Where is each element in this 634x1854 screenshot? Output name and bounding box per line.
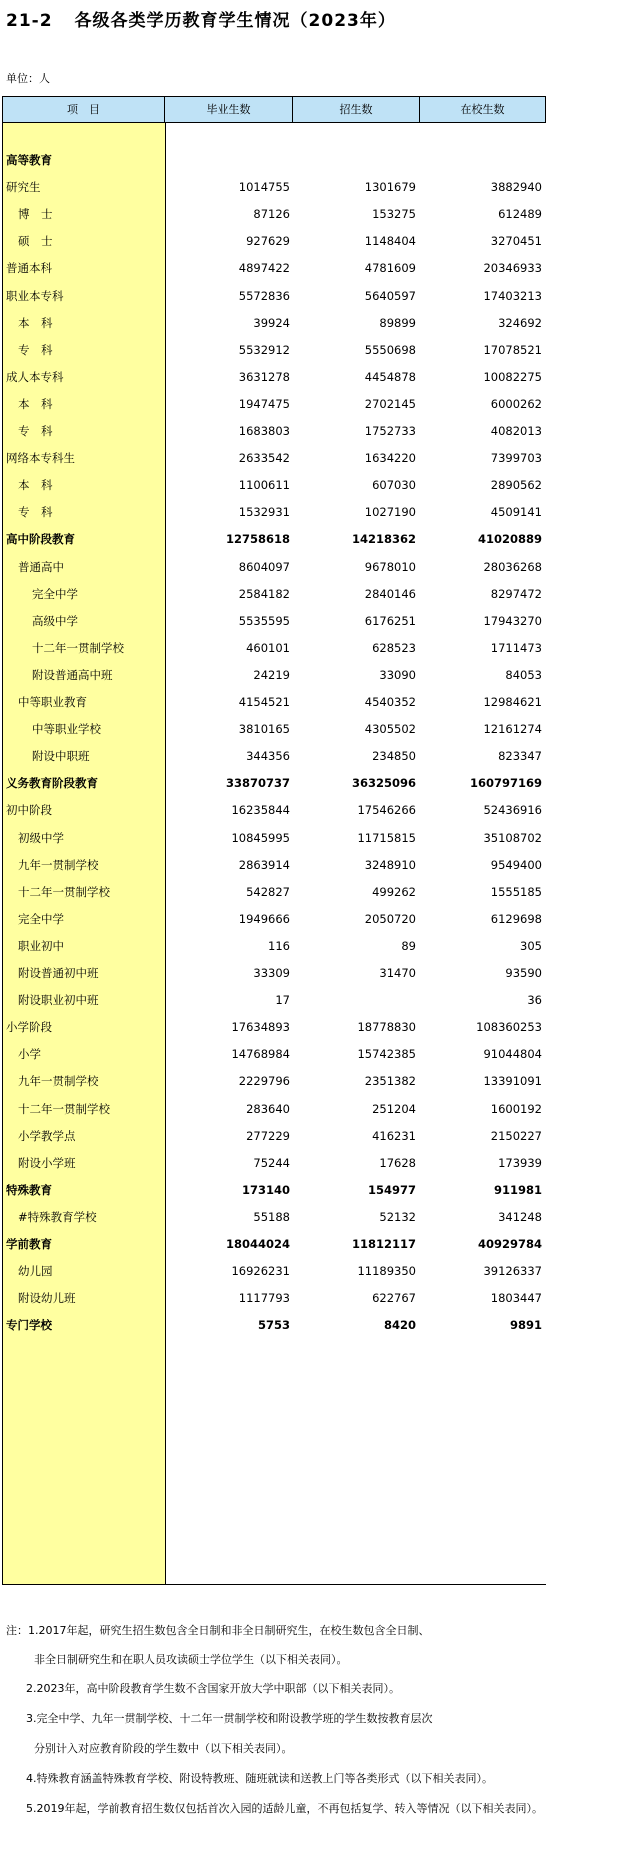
footnote-line: 非全日制研究生和在职人员攻读硕士学位学生（以下相关表同）。 [34,1653,348,1666]
graduates-cell: 173140 [241,1182,290,1197]
row-label: 附设幼儿班 [18,1291,76,1306]
enrollment-cell: 11715815 [357,830,416,845]
enrollment-cell: 1301679 [364,180,416,195]
students-cell: 28036268 [483,559,542,574]
students-cell: 9549400 [490,857,542,872]
enrollment-cell: 33090 [379,667,416,682]
students-cell: 341248 [498,1209,542,1224]
row-label: #特殊教育学校 [18,1209,97,1224]
row-label: 附设普通初中班 [18,966,99,980]
students-cell: 7399703 [490,451,542,466]
table-title: 各级各类学历教育学生情况（2023年） [74,11,396,31]
row-label: 专门学校 [6,1318,52,1333]
enrollment-cell: 11189350 [357,1264,416,1279]
row-label: 本 科 [18,315,53,330]
graduates-cell: 1014755 [238,180,290,195]
row-label: 普通本科 [6,261,52,276]
students-cell: 6000262 [490,396,542,411]
students-cell: 13391091 [483,1074,542,1089]
enrollment-cell: 17546266 [357,803,416,818]
students-cell: 1803447 [490,1291,542,1306]
graduates-cell: 1949666 [238,911,290,926]
graduates-cell: 344356 [246,749,290,764]
row-label: 附设职业初中班 [18,993,99,1008]
row-label: 研究生 [6,180,41,195]
enrollment-cell: 89 [401,938,416,953]
students-cell: 6129698 [490,911,542,926]
graduates-cell: 75244 [253,1155,290,1170]
graduates-cell: 5535595 [238,613,290,628]
header-students: 在校生数 [420,96,546,123]
row-label: 高等教育 [6,153,52,167]
graduates-cell: 16235844 [231,803,290,818]
students-cell: 12161274 [483,722,542,737]
header-enrollment: 招生数 [293,96,420,123]
graduates-cell: 55188 [253,1209,290,1224]
graduates-cell: 17 [275,993,290,1008]
enrollment-cell: 4305502 [364,722,416,737]
row-label: 小学教学点 [18,1128,76,1143]
enrollment-cell: 18778830 [357,1020,416,1035]
students-cell: 612489 [498,207,542,222]
students-cell: 12984621 [483,695,542,709]
footnote-line: 4.特殊教育涵盖特殊教育学校、附设特教班、随班就读和送教上门等各类形式（以下相关表同）。 [26,1772,493,1785]
footnote-line: 3.完全中学、九年一贯制学校、十二年一贯制学校和附设教学班的学生数按教育层次 [26,1712,433,1725]
students-cell: 4509141 [490,505,542,520]
graduates-cell: 1100611 [238,478,290,493]
row-label: 职业本专科 [6,288,64,303]
students-cell: 911981 [493,1182,542,1197]
enrollment-cell: 607030 [372,478,416,493]
table-number: 21-2 [6,11,53,31]
row-label: 特殊教育 [6,1182,52,1197]
enrollment-cell: 5550698 [364,342,416,357]
enrollment-cell: 17628 [379,1155,416,1170]
enrollment-cell: 6176251 [364,613,416,628]
graduates-cell: 1947475 [238,396,290,411]
row-label: 九年一贯制学校 [18,1074,99,1089]
graduates-cell: 33309 [253,966,290,980]
graduates-cell: 12758618 [225,532,290,547]
graduates-cell: 3810165 [238,722,290,737]
row-label: 十二年一贯制学校 [18,884,110,899]
students-cell: 17943270 [483,613,542,628]
graduates-cell: 2863914 [238,857,290,872]
graduates-cell: 10845995 [231,830,290,845]
graduates-cell: 18044024 [225,1237,290,1251]
graduates-cell: 5753 [257,1318,290,1333]
enrollment-cell: 2351382 [364,1074,416,1089]
footnote-line: 分别计入对应教育阶段的学生数中（以下相关表同）。 [34,1742,293,1755]
graduates-cell: 460101 [246,640,290,655]
students-cell: 52436916 [483,803,542,818]
row-label: 附设小学班 [18,1155,76,1170]
students-cell: 36 [527,993,542,1008]
row-label: 小学阶段 [6,1020,52,1035]
footnote-line: 2.2023年，高中阶段教育学生数不含国家开放大学中职部（以下相关表同）。 [26,1682,400,1695]
enrollment-cell: 36325096 [351,776,416,791]
graduates-cell: 283640 [246,1101,290,1116]
students-cell: 8297472 [490,586,542,601]
graduates-cell: 116 [268,938,290,953]
graduates-cell: 1532931 [238,505,290,520]
row-label: 十二年一贯制学校 [18,1101,110,1116]
enrollment-cell: 4540352 [364,695,416,709]
students-cell: 35108702 [483,830,542,845]
row-label: 博 士 [18,207,53,222]
row-label: 专 科 [18,505,53,520]
graduates-cell: 277229 [246,1128,290,1143]
students-cell: 41020889 [477,532,542,547]
enrollment-cell: 251204 [372,1101,416,1116]
graduates-cell: 4154521 [238,695,290,709]
row-label: 幼儿园 [18,1264,53,1279]
enrollment-cell: 31470 [379,966,416,980]
row-label: 十二年一贯制学校 [32,640,124,655]
students-cell: 2890562 [490,478,542,493]
enrollment-cell: 1148404 [364,234,416,249]
students-cell: 3882940 [490,180,542,195]
students-cell: 1600192 [490,1101,542,1116]
table-bottom-border [2,1584,546,1585]
header-graduates: 毕业生数 [165,96,293,123]
enrollment-cell: 15742385 [357,1047,416,1062]
students-cell: 305 [520,938,542,953]
enrollment-cell: 14218362 [351,532,416,547]
graduates-cell: 927629 [246,234,290,249]
row-label: 中等职业教育 [18,695,87,709]
enrollment-cell: 416231 [372,1128,416,1143]
students-cell: 9891 [509,1318,542,1333]
row-label: 本 科 [18,478,53,493]
students-cell: 823347 [498,749,542,764]
graduates-cell: 4897422 [238,261,290,276]
graduates-cell: 5572836 [238,288,290,303]
enrollment-cell: 89899 [379,315,416,330]
graduates-cell: 14768984 [231,1047,290,1062]
enrollment-cell: 2840146 [364,586,416,601]
header-item: 项 目 [2,96,165,123]
students-cell: 17403213 [483,288,542,303]
students-cell: 20346933 [483,261,542,276]
students-cell: 10082275 [483,369,542,384]
enrollment-cell: 5640597 [364,288,416,303]
enrollment-cell: 1752733 [364,424,416,438]
enrollment-cell: 52132 [379,1209,416,1224]
enrollment-cell: 9678010 [364,559,416,574]
graduates-cell: 2633542 [238,451,290,466]
row-label: 完全中学 [32,586,78,601]
enrollment-cell: 1027190 [364,505,416,520]
students-cell: 173939 [498,1155,542,1170]
page-title [6,6,396,31]
graduates-cell: 1117793 [238,1291,290,1306]
enrollment-cell: 8420 [383,1318,416,1333]
row-label: 专 科 [18,424,53,438]
row-label: 附设中职班 [32,749,90,764]
row-label: 完全中学 [18,911,64,926]
students-cell: 91044804 [483,1047,542,1062]
graduates-cell: 3631278 [238,369,290,384]
row-label: 初中阶段 [6,803,52,818]
students-cell: 2150227 [490,1128,542,1143]
graduates-cell: 87126 [253,207,290,222]
graduates-cell: 17634893 [231,1020,290,1035]
enrollment-cell: 3248910 [364,857,416,872]
row-label: 职业初中 [18,938,64,953]
students-cell: 1711473 [490,640,542,655]
enrollment-cell: 154977 [367,1182,416,1197]
row-label: 硕 士 [18,234,53,249]
students-cell: 160797169 [469,776,542,791]
graduates-cell: 2584182 [238,586,290,601]
table-row [0,1309,546,1341]
footnote-line: 5.2019年起，学前教育招生数仅包括首次入园的适龄儿童，不再包括复学、转入等情况（以下相关表同）。 [26,1802,543,1815]
graduates-cell: 16926231 [231,1264,290,1279]
row-label: 成人本专科 [6,369,64,384]
row-label: 本 科 [18,396,53,411]
students-cell: 40929784 [477,1237,542,1251]
graduates-cell: 5532912 [238,342,290,357]
students-cell: 17078521 [483,342,542,357]
row-label: 初级中学 [18,830,64,845]
graduates-cell: 8604097 [238,559,290,574]
enrollment-cell: 234850 [372,749,416,764]
enrollment-cell: 153275 [372,207,416,222]
graduates-cell: 24219 [253,667,290,682]
enrollment-cell: 1634220 [364,451,416,466]
enrollment-cell: 11812117 [351,1237,416,1251]
students-cell: 39126337 [483,1264,542,1279]
enrollment-cell: 622767 [372,1291,416,1306]
enrollment-cell: 2702145 [364,396,416,411]
graduates-cell: 33870737 [225,776,290,791]
students-cell: 3270451 [490,234,542,249]
students-cell: 324692 [498,315,542,330]
row-label: 九年一贯制学校 [18,857,99,872]
graduates-cell: 2229796 [238,1074,290,1089]
enrollment-cell: 4454878 [364,369,416,384]
unit-label: 单位：人 [6,72,50,85]
graduates-cell: 542827 [246,884,290,899]
students-cell: 108360253 [476,1020,542,1035]
row-label: 网络本专科生 [6,451,75,466]
row-label: 专 科 [18,342,53,357]
row-label: 学前教育 [6,1237,52,1251]
graduates-cell: 39924 [253,315,290,330]
students-cell: 1555185 [490,884,542,899]
enrollment-cell: 4781609 [364,261,416,276]
row-label: 小学 [18,1047,41,1062]
enrollment-cell: 2050720 [364,911,416,926]
students-cell: 93590 [505,966,542,980]
enrollment-cell: 499262 [372,884,416,899]
row-label: 高级中学 [32,613,78,628]
graduates-cell: 1683803 [238,424,290,438]
students-cell: 84053 [505,667,542,682]
enrollment-cell: 628523 [372,640,416,655]
row-label: 中等职业学校 [32,722,101,737]
footnote-line: 注：1.2017年起，研究生招生数包含全日制和非全日制研究生，在校生数包含全日制、 [6,1624,430,1637]
row-label: 附设普通高中班 [32,667,113,682]
row-label: 高中阶段教育 [6,532,75,547]
students-cell: 4082013 [490,424,542,438]
row-label: 普通高中 [18,559,64,574]
row-label: 义务教育阶段教育 [6,776,98,791]
